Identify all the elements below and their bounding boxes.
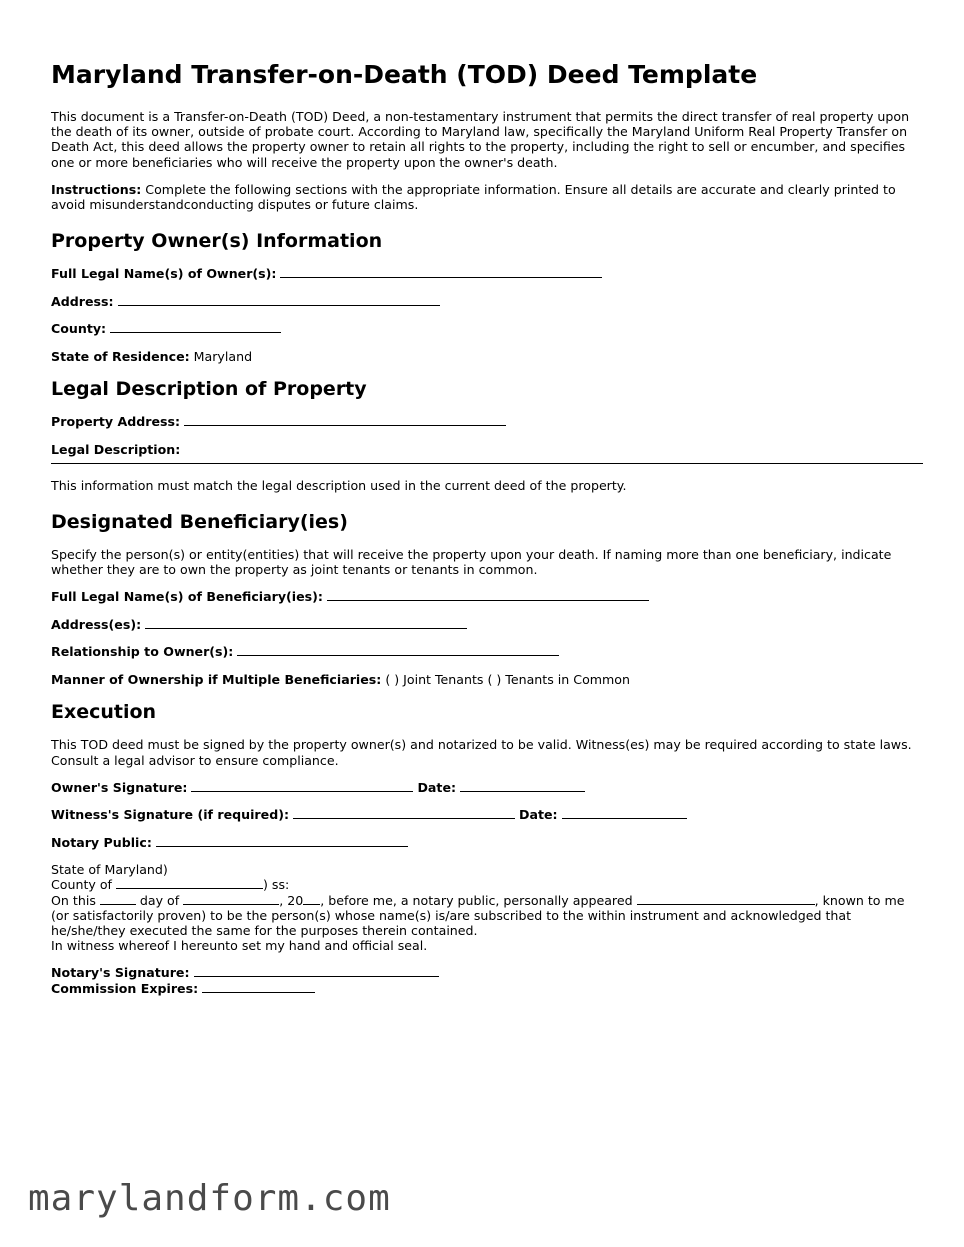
- owner-address-label: Address:: [51, 293, 114, 309]
- county-prefix: County of: [51, 877, 116, 893]
- owner-address-field: [51, 294, 923, 309]
- beneficiary-name-field: [51, 589, 923, 604]
- notary-month-blank[interactable]: [183, 893, 279, 905]
- property-address-blank[interactable]: [184, 414, 506, 426]
- execution-section-heading: Execution: [51, 701, 157, 724]
- notary-county-blank[interactable]: [116, 877, 263, 889]
- witness-signature-blank[interactable]: [293, 807, 515, 819]
- notary-acknowledgment: [51, 862, 923, 953]
- on-this-text: On this: [51, 892, 100, 908]
- property-address-field: [51, 414, 923, 429]
- owner-name-blank[interactable]: [280, 266, 602, 278]
- beneficiary-intro: Specify the person(s) or entity(entities) that will receive the property upon your death. If naming more than one beneficiary, indicate whether they are to own the property as joint tenants or tenants in common.: [51, 546, 892, 578]
- owner-county-label: County:: [51, 321, 107, 337]
- owner-county-field: [51, 321, 923, 336]
- notary-signature-field: [51, 965, 923, 980]
- manner-options[interactable]: ( ) Joint Tenants ( ) Tenants in Common: [381, 671, 630, 687]
- relationship-label: Relationship to Owner(s):: [51, 644, 234, 660]
- year-text: , 20: [279, 892, 304, 908]
- execution-intro: This TOD deed must be signed by the property owner(s) and notarized to be valid. Witness(es) may be required according to state laws. Consult a legal advisor to ensure compliance.: [51, 737, 912, 768]
- notary-day-blank[interactable]: [100, 893, 136, 905]
- notary-appeared-blank[interactable]: [637, 893, 815, 905]
- notary-public-field: [51, 835, 923, 850]
- owner-address-blank[interactable]: [118, 294, 440, 306]
- owner-county-blank[interactable]: [110, 321, 281, 333]
- owner-signature-label: Owner's Signature:: [51, 779, 188, 795]
- legal-description-blank[interactable]: [51, 463, 923, 464]
- commission-expires-field: [51, 981, 923, 996]
- notary-date-line: [51, 893, 923, 908]
- witness-signature-field: [51, 807, 923, 822]
- instructions-text: Complete the following sections with the appropriate information. Ensure all details are accurate and clearly printed to avoid misunderstandconducting disputes or future claims.: [51, 181, 896, 213]
- owner-signature-blank[interactable]: [191, 780, 413, 792]
- owner-name-field: [51, 266, 923, 281]
- owner-signature-field: [51, 780, 923, 795]
- owner-state-label: State of Residence:: [51, 348, 190, 364]
- legal-description-label: Legal Description:: [51, 441, 181, 457]
- notary-state-line: State of Maryland): [51, 862, 168, 878]
- notary-line-4: (or satisfactorily proven) to be the person(s) whose name(s) is/are subscribed to the within instrument and acknowledged that: [51, 907, 852, 923]
- beneficiary-address-field: [51, 617, 923, 632]
- notary-line-6: In witness whereof I hereunto set my hand and official seal.: [51, 938, 428, 954]
- beneficiary-address-blank[interactable]: [145, 617, 467, 629]
- notary-signature-label: Notary's Signature:: [51, 965, 190, 981]
- beneficiary-name-label: Full Legal Name(s) of Beneficiary(ies):: [51, 589, 323, 605]
- owner-state-value: Maryland: [189, 348, 253, 364]
- notary-signature-blank[interactable]: [194, 965, 439, 977]
- notary-year-blank[interactable]: [303, 893, 320, 905]
- relationship-field: [51, 644, 923, 659]
- notary-line-5: he/she/they executed the same for the purposes therein contained.: [51, 923, 478, 939]
- beneficiary-name-blank[interactable]: [327, 589, 649, 601]
- manner-label: Manner of Ownership if Multiple Beneficiaries:: [51, 671, 382, 687]
- owner-state-field: [51, 349, 923, 364]
- commission-expires-label: Commission Expires:: [51, 980, 199, 996]
- owner-section-heading: Property Owner(s) Information: [51, 230, 383, 253]
- owner-date-label: Date:: [417, 779, 457, 795]
- witness-signature-label: Witness's Signature (if required):: [51, 807, 289, 823]
- manner-of-ownership-field: [51, 672, 923, 687]
- notary-county-line: [51, 877, 923, 892]
- beneficiary-address-label: Address(es):: [51, 616, 142, 632]
- county-suffix: ) ss:: [263, 877, 290, 893]
- instructions-label: Instructions:: [51, 181, 142, 197]
- property-address-label: Property Address:: [51, 414, 181, 430]
- known-text: , known to me: [814, 892, 905, 908]
- before-me-text: , before me, a notary public, personally appeared: [320, 892, 637, 908]
- notary-public-blank[interactable]: [156, 835, 408, 847]
- commission-expires-blank[interactable]: [202, 981, 315, 993]
- document-title: Maryland Transfer-on-Death (TOD) Deed Template: [51, 60, 758, 89]
- document-page: [51, 58, 923, 996]
- owner-date-blank[interactable]: [460, 780, 585, 792]
- property-note: This information must match the legal description used in the current deed of the property.: [51, 477, 627, 493]
- beneficiary-section-heading: Designated Beneficiary(ies): [51, 510, 348, 533]
- intro-paragraph: This document is a Transfer-on-Death (TOD) Deed, a non-testamentary instrument that permits the direct transfer of real property upon the death of its owner, outside of probate court. According to Maryland law, specifically the Maryland Uniform Real Property Transfer on Death Act, this deed allows the property owner to retain all rights to the property, including the right to sell or encumber, and specifies one or more beneficiaries who will receive the property upon the owner's death.: [51, 109, 910, 170]
- notary-public-label: Notary Public:: [51, 834, 152, 850]
- notary-signature-block: [51, 965, 923, 995]
- property-section-heading: Legal Description of Property: [51, 378, 367, 401]
- relationship-blank[interactable]: [237, 644, 559, 656]
- witness-date-blank[interactable]: [562, 807, 687, 819]
- site-watermark: marylandform.com: [28, 1178, 391, 1219]
- owner-name-label: Full Legal Name(s) of Owner(s):: [51, 266, 277, 282]
- day-of-text: day of: [135, 892, 184, 908]
- legal-description-field: [51, 442, 923, 457]
- witness-date-label: Date:: [519, 807, 558, 823]
- instructions-paragraph: [51, 182, 923, 212]
